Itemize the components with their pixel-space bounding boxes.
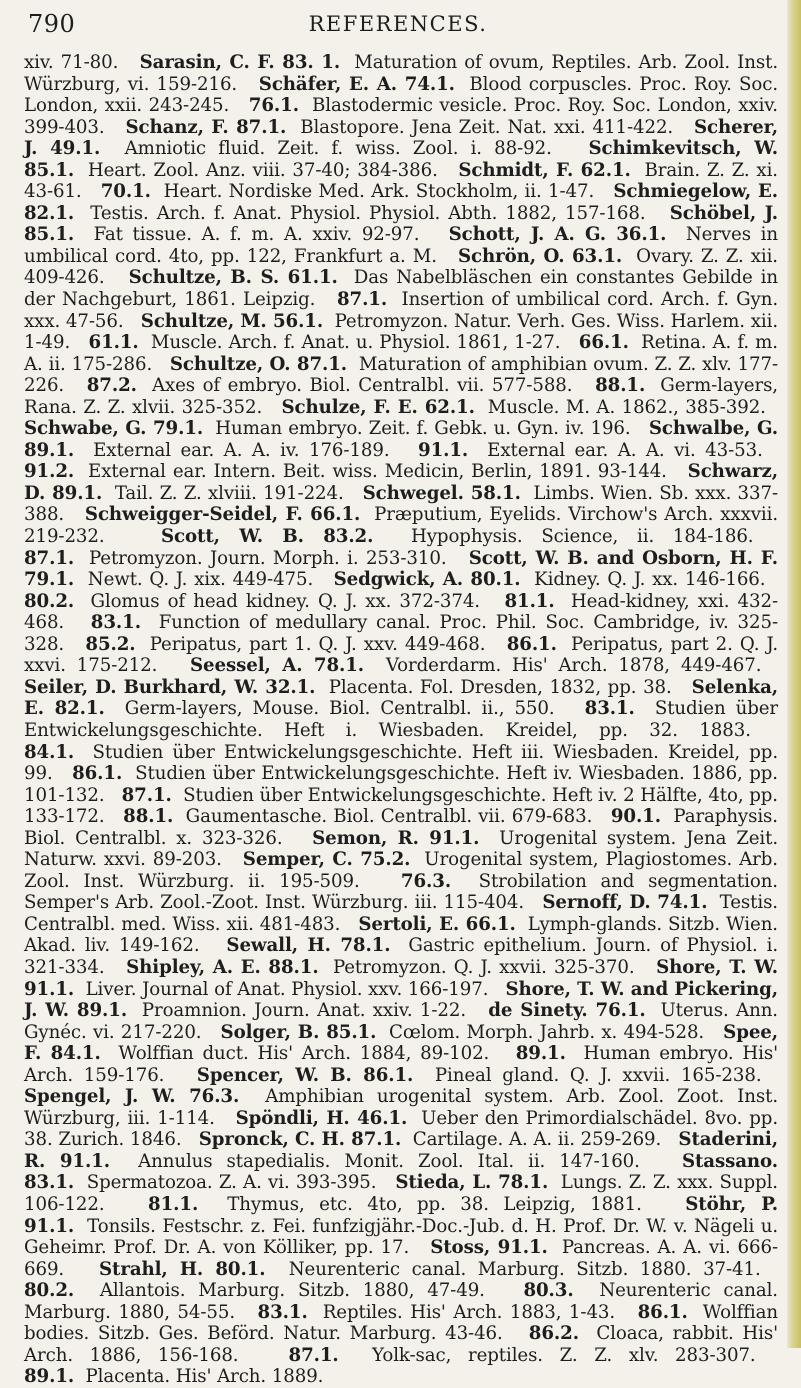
page-number: 790 — [28, 10, 76, 38]
reference-entry — [24, 1280, 485, 1301]
reference-author: 90.1. — [610, 806, 661, 828]
reference-author: 61.1. — [88, 332, 139, 354]
reference-citation: Cœlom. Morph. Jahrb. x. 494-528. — [389, 1021, 705, 1043]
reference-entry — [334, 569, 766, 590]
reference-author: 66.1. — [578, 332, 629, 354]
reference-entry — [199, 1129, 662, 1150]
reference-entry — [89, 332, 561, 353]
reference-citation: Blastodermic vesicle. Proc. Roy. Soc. London, xxiv. 399-403. — [24, 95, 778, 138]
reference-citation: Placenta. Fol. Dresden, 1832, pp. 38. — [328, 676, 672, 698]
reference-entry — [24, 418, 631, 439]
reference-citation: Das Nabelbläschen ein constantes Gebilde in der Nachgeburt, 1861. Leipzig. — [24, 267, 778, 311]
reference-citation: Testis. Centralbl. med. Wiss. xii. 481-483. — [24, 892, 778, 935]
reference-citation: Proamnion. Journ. Anat. xxiv. 1-22. — [141, 1000, 467, 1022]
reference-author: 85.2. — [85, 633, 136, 655]
reference-citation: Lymph-glands. Sitzb. Wien. Akad. liv. 149-162. — [24, 913, 778, 957]
reference-author: Spronck, C. H. 87.1. — [198, 1129, 402, 1151]
reference-citation: Studien über Entwickelungsgeschichte. Heft i. Wiesbaden. Kreidel, pp. 32. 1883. — [24, 698, 778, 741]
reference-citation: Head-kidney, xxi. 432-468. — [24, 590, 779, 634]
reference-entry — [24, 461, 667, 482]
reference-author: Spencer, W. B. 86.1. — [196, 1064, 414, 1086]
reference-citation: Glomus of head kidney. Q. J. xx. 372-374. — [90, 590, 480, 612]
reference-author: Schwabe, G. 79.1. — [24, 418, 204, 440]
reference-author: 87.1. — [121, 784, 172, 806]
reference-author: 89.1. — [24, 1366, 75, 1388]
reference-author: Stöhr, P. 91.1. — [24, 1193, 778, 1237]
reference-citation: Nerves in umbilical cord. 4to, pp. 122, Frankfurt a. M. — [24, 224, 779, 267]
reference-citation: Urogenital system. Jena Zeit. Naturw. xxvi. 89-203. — [24, 827, 778, 871]
reference-citation: Neurenteric canal. Marburg. 1880, 54-55. — [24, 1280, 778, 1323]
reference-author: 83.1. — [257, 1301, 308, 1323]
reference-author: 87.1. — [336, 289, 388, 311]
reference-citation: Cloaca, rabbit. His' Arch. 1886, 156-168. — [24, 1323, 778, 1366]
reference-author: Sertoli, E. 66.1. — [358, 913, 516, 935]
reference-citation: Axes of embryo. Biol. Centralbl. vii. 577-588. — [151, 375, 573, 397]
reference-author: Schultze, B. S. 61.1. — [128, 267, 338, 289]
reference-author: 86.2. — [528, 1323, 579, 1345]
reference-author: 86.1. — [506, 633, 557, 655]
page-header — [28, 10, 768, 40]
reference-author: Stieda, L. 78.1. — [395, 1172, 549, 1194]
reference-citation: Placenta. His' Arch. 1889. — [85, 1366, 324, 1388]
reference-citation: Paraphysis. Biol. Centralbl. x. 323-326. — [24, 806, 778, 849]
reference-author: Schmidt, F. 62.1. — [458, 159, 631, 181]
reference-author: Shipley, A. E. 88.1. — [126, 956, 319, 978]
reference-author: Schulze, F. E. 62.1. — [281, 396, 475, 418]
reference-citation: Studien über Entwickelungsgeschichte. Heft iii. Wiesbaden. Kreidel, pp. 99. — [24, 741, 778, 785]
reference-author: Schwalbe, G. 89.1. — [24, 418, 778, 461]
reference-citation: Wolffian duct. His' Arch. 1884, 89-102. — [118, 1043, 490, 1065]
reference-author: 80.3. — [523, 1280, 574, 1302]
reference-author: Schott, J. A. G. 36.1. — [448, 224, 667, 246]
reference-author: 87.1. — [24, 547, 75, 569]
reference-citation: Vorderdarm. His' Arch. 1878, 449-467. — [385, 655, 762, 677]
reference-author: Semon, R. 91.1. — [312, 827, 480, 849]
reference-citation: Heart. Nordiske Med. Ark. Stockholm, ii. 1-47. — [163, 181, 595, 203]
reference-citation: Petromyzon. Journ. Morph. i. 253-310. — [88, 547, 447, 569]
reference-citation: Tonsils. Festschr. z. Fei. funfzigjähr.-Doc.-Jub. d. H. Prof. Dr. W. v. Nägeli u. Geheimr. Prof. Dr. A. von Kölliker, pp. 17. — [24, 1215, 778, 1259]
reference-entry — [126, 957, 634, 978]
reference-entry — [85, 634, 485, 655]
reference-citation: Annulus stapedialis. Monit. Zool. Ital. ii. 147-160. — [138, 1150, 640, 1172]
reference-citation: Amphibian urogenital system. Arb. Zool. Zoot. Inst. Würzburg, iii. 1-114. — [24, 1086, 778, 1129]
reference-author: Shore, T. W. and Pickering, J. W. 89.1. — [24, 978, 778, 1022]
reference-author: Seiler, D. Burkhard, W. 32.1. — [24, 676, 316, 698]
reference-author: 76.3. — [400, 870, 452, 892]
reference-author: Selenka, E. 82.1. — [24, 676, 778, 720]
reference-citation: Pineal gland. Q. J. xxvii. 165-238. — [434, 1064, 762, 1086]
reference-citation: Maturation of ovum, Reptiles. Arb. Zool. Inst. Würzburg, vi. 159-216. — [24, 52, 778, 95]
reference-citation: Ueber den Primordialschädel. 8vo. pp. 38. Zurich. 1846. — [24, 1107, 778, 1151]
reference-author: Schimkevitsch, W. 85.1. — [24, 138, 779, 181]
reference-author: Sewall, H. 78.1. — [226, 935, 391, 957]
reference-citation: Reptiles. His' Arch. 1883, 1-43. — [322, 1301, 616, 1323]
reference-author: 91.1. — [418, 439, 469, 461]
book-spine-edge — [787, 0, 801, 1348]
reference-entry — [258, 1302, 616, 1323]
reference-citation: Yolk-sac, reptiles. Z. Z. xlv. 283-307. — [372, 1344, 756, 1366]
reference-author: Stassano. 83.1. — [24, 1150, 778, 1194]
reference-citation: Peripatus, part 2. Q. J. xxvi. 175-212. — [24, 633, 779, 677]
reference-author: 83.1. — [90, 612, 141, 634]
reference-author: Spengel, J. W. 76.3. — [24, 1086, 240, 1108]
reference-author: Solger, B. 85.1. — [220, 1021, 377, 1043]
reference-author: Schweigger-Seidel, F. 66.1. — [84, 504, 361, 526]
reference-author: 86.1. — [72, 763, 123, 785]
reference-citation: Lungs. Z. Z. xxx. Suppl. 106-122. — [24, 1172, 778, 1215]
reference-author: 81.1. — [148, 1193, 199, 1215]
reference-citation: Retina. A. f. m. A. ii. 175-286. — [24, 332, 778, 375]
reference-author: Schultze, O. 87.1. — [169, 353, 348, 375]
reference-entry — [24, 1366, 323, 1387]
reference-citation: Liver. Journal of Anat. Physiol. xxv. 166-197. — [85, 978, 489, 1000]
reference-citation: Muscle. M. A. 1862., 385-392. — [487, 396, 766, 418]
reference-entry — [221, 1022, 705, 1043]
reference-author: Schöbel, J. 85.1. — [24, 202, 778, 246]
reference-author: 88.1. — [123, 806, 174, 828]
reference-author: Spee, F. 84.1. — [24, 1021, 778, 1065]
reference-entry — [123, 806, 592, 827]
reference-citation: Studien über Entwickelungsgeschichte. Heft iv. Wiesbaden. 1886, pp. 101-132. — [24, 763, 778, 806]
reference-entry — [161, 526, 753, 547]
reference-author: 86.1. — [637, 1301, 688, 1323]
reference-citation: Spermatozoa. Z. A. vi. 393-395. — [86, 1172, 377, 1194]
reference-citation: Limbs. Wien. Sb. xxx. 337-388. — [24, 482, 779, 526]
reference-author: Scherer, J. 49.1. — [24, 116, 778, 160]
reference-citation: Blastopore. Jena Zeit. Nat. xxi. 411-422. — [300, 116, 674, 138]
reference-citation: Peripatus, part 1. Q. J. xxv. 449-468. — [149, 633, 486, 655]
reference-author: Strahl, H. 80.1. — [99, 1258, 266, 1280]
reference-entry — [24, 548, 447, 569]
reference-citation: Germ-layers, Mouse. Biol. Centralbl. ii., 550. — [124, 698, 555, 720]
reference-author: Schanz, F. 87.1. — [125, 116, 287, 138]
reference-author: 70.1. — [100, 181, 151, 203]
reference-author: Scott, W. B. 83.2. — [161, 526, 374, 548]
reference-citation: External ear. A. A. iv. 176-189. — [93, 439, 390, 461]
reference-entry — [101, 181, 594, 202]
reference-citation: Fat tissue. A. f. m. A. xxiv. 92-97. — [93, 224, 420, 246]
reference-author: Scott, W. B. and Osborn, H. F. 79.1. — [24, 547, 778, 591]
reference-citation: Human embryo. His' Arch. 159-176. — [24, 1043, 779, 1086]
reference-citation: Gaumentasche. Biol. Centralbl. vii. 679-683. — [185, 806, 593, 828]
reference-author: 89.1. — [515, 1043, 566, 1065]
reference-author: Sarasin, C. F. 83. 1. — [139, 52, 341, 73]
reference-author: 84.1. — [24, 741, 75, 763]
reference-citation: Blood corpuscles. Proc. Roy. Soc. London, xxii. 243-245. — [24, 73, 778, 117]
reference-entry — [418, 440, 763, 461]
reference-citation: Cartilage. A. A. ii. 259-269. — [412, 1129, 662, 1151]
reference-citation: Neurenteric canal. Marburg. Sitzb. 1880. 37-41. — [288, 1258, 761, 1280]
reference-author: 80.2. — [24, 1280, 75, 1302]
reference-citation: Testis. Arch. f. Anat. Physiol. Physiol. Abth. 1882, 157-168. — [90, 202, 646, 224]
reference-citation: Strobilation and segmentation. Semper's Arb. Zool.-Zoot. Inst. Würzburg. iii. 115-404. — [24, 870, 778, 914]
reference-citation: Wolffian bodies. Sitzb. Ges. Beförd. Natur. Marburg. 43-46. — [24, 1301, 778, 1345]
reference-author: 76.1. — [248, 95, 299, 117]
reference-author: 81.1. — [504, 590, 555, 612]
reference-author: Semper, C. 75.2. — [242, 849, 411, 871]
reference-author: Schwegel. 58.1. — [362, 482, 521, 504]
reference-author: Schmiegelow, E. 82.1. — [24, 181, 779, 224]
reference-citation: Tail. Z. Z. xlviii. 191-224. — [114, 482, 344, 504]
reference-author: 88.1. — [595, 375, 646, 397]
reference-entry — [190, 655, 761, 676]
reference-entry — [148, 1194, 642, 1215]
reference-citation: Function of medullary canal. Proc. Phil. Soc. Cambridge, iv. 325-328. — [24, 612, 779, 655]
reference-entry — [282, 397, 766, 418]
reference-citation: External ear. Intern. Beit. wiss. Medicin, Berlin, 1891. 93-144. — [88, 461, 667, 483]
reference-citation: Hypophysis. Science, ii. 184-186. — [410, 526, 754, 548]
reference-entry — [24, 591, 480, 612]
reference-author: Stoss, 91.1. — [430, 1237, 548, 1259]
reference-entry — [99, 1259, 761, 1280]
reference-author: Seessel, A. 78.1. — [190, 655, 365, 677]
reference-citation: Urogenital system, Plagiostomes. Arb. Zool. Inst. Würzburg. ii. 195-509. — [24, 849, 778, 892]
reference-author: 87.1. — [288, 1344, 339, 1366]
reference-entry — [125, 117, 673, 138]
reference-citation: Pancreas. A. A. vi. 666-669. — [24, 1237, 779, 1280]
running-head: REFERENCES. — [308, 12, 488, 36]
reference-citation: Newt. Q. J. xix. 449-475. — [87, 569, 314, 591]
reference-citation: Kidney. Q. J. xx. 146-166. — [534, 569, 766, 591]
reference-entry — [24, 52, 118, 73]
reference-author: Schrön, O. 63.1. — [457, 245, 623, 267]
reference-citation: Gastric epithelium. Journ. of Physiol. i. 321-334. — [24, 935, 779, 978]
reference-citation: xiv. 71-80. — [24, 52, 119, 73]
reference-author: 87.2. — [86, 375, 137, 397]
reference-citation: Germ-layers, Rana. Z. Z. xlvii. 325-352. — [24, 375, 778, 418]
reference-citation: Uterus. Ann. Gynéc. vi. 217-220. — [24, 1000, 778, 1043]
reference-author: Sernoff, D. 74.1. — [542, 892, 708, 914]
reference-citation: Human embryo. Zeit. f. Gebk. u. Gyn. iv. 196. — [215, 418, 631, 440]
reference-citation: Maturation of amphibian ovum. Z. Z. xlv. 177-226. — [24, 353, 778, 397]
reference-citation: Petromyzon. Natur. Verh. Ges. Wiss. Harlem. xii. 1-49. — [24, 310, 779, 354]
reference-author: Staderini, R. 91.1. — [24, 1129, 778, 1172]
reference-citation: Petromyzon. Q. J. xxvii. 325-370. — [332, 956, 635, 978]
reference-citation: Muscle. Arch. f. Anat. u. Physiol. 1861, 1-27. — [150, 332, 561, 354]
reference-citation: Insertion of umbilical cord. Arch. f. Gyn. xxx. 47-56. — [24, 289, 779, 332]
reference-citation: Ovary. Z. Z. xii. 409-426. — [24, 245, 778, 289]
reference-author: Sedgwick, A. 80.1. — [333, 569, 521, 591]
reference-citation: Amniotic fluid. Zeit. f. wiss. Zool. i. 88-92. — [124, 138, 552, 160]
reference-entry — [197, 1065, 762, 1086]
reference-author: Schultze, M. 56.1. — [140, 310, 324, 332]
reference-author: Shore, T. W. 91.1. — [24, 956, 778, 1000]
reference-author: Schäfer, E. A. 74.1. — [258, 73, 455, 95]
reference-citation: Thymus, etc. 4to, pp. 38. Leipzig, 1881. — [227, 1193, 642, 1215]
reference-citation: Allantois. Marburg. Sitzb. 1880, 47-49. — [99, 1280, 485, 1302]
reference-author: 91.2. — [24, 461, 75, 483]
reference-citation: Heart. Zool. Anz. viii. 37-40; 384-386. — [87, 159, 438, 181]
reference-author: Spöndli, H. 46.1. — [235, 1107, 408, 1129]
reference-citation: Præputium, Eyelids. Virchow's Arch. xxxvii. 219-232. — [24, 504, 779, 548]
reference-citation: Brain. Z. Z. xi. 43-61. — [24, 159, 778, 203]
reference-citation: External ear. A. A. vi. 43-53. — [487, 439, 763, 461]
references-list — [24, 52, 778, 1388]
reference-entry — [87, 375, 573, 396]
reference-author: 83.1. — [584, 698, 635, 720]
reference-author: 80.2. — [24, 590, 75, 612]
reference-author: de Sinety. 76.1. — [488, 1000, 646, 1022]
reference-citation: Studien über Entwickelungsgeschichte. Heft iv. 2 Hälfte, 4to, pp. 133-172. — [24, 784, 778, 828]
reference-entry — [24, 677, 672, 698]
reference-author: Schwarz, D. 89.1. — [24, 461, 778, 504]
